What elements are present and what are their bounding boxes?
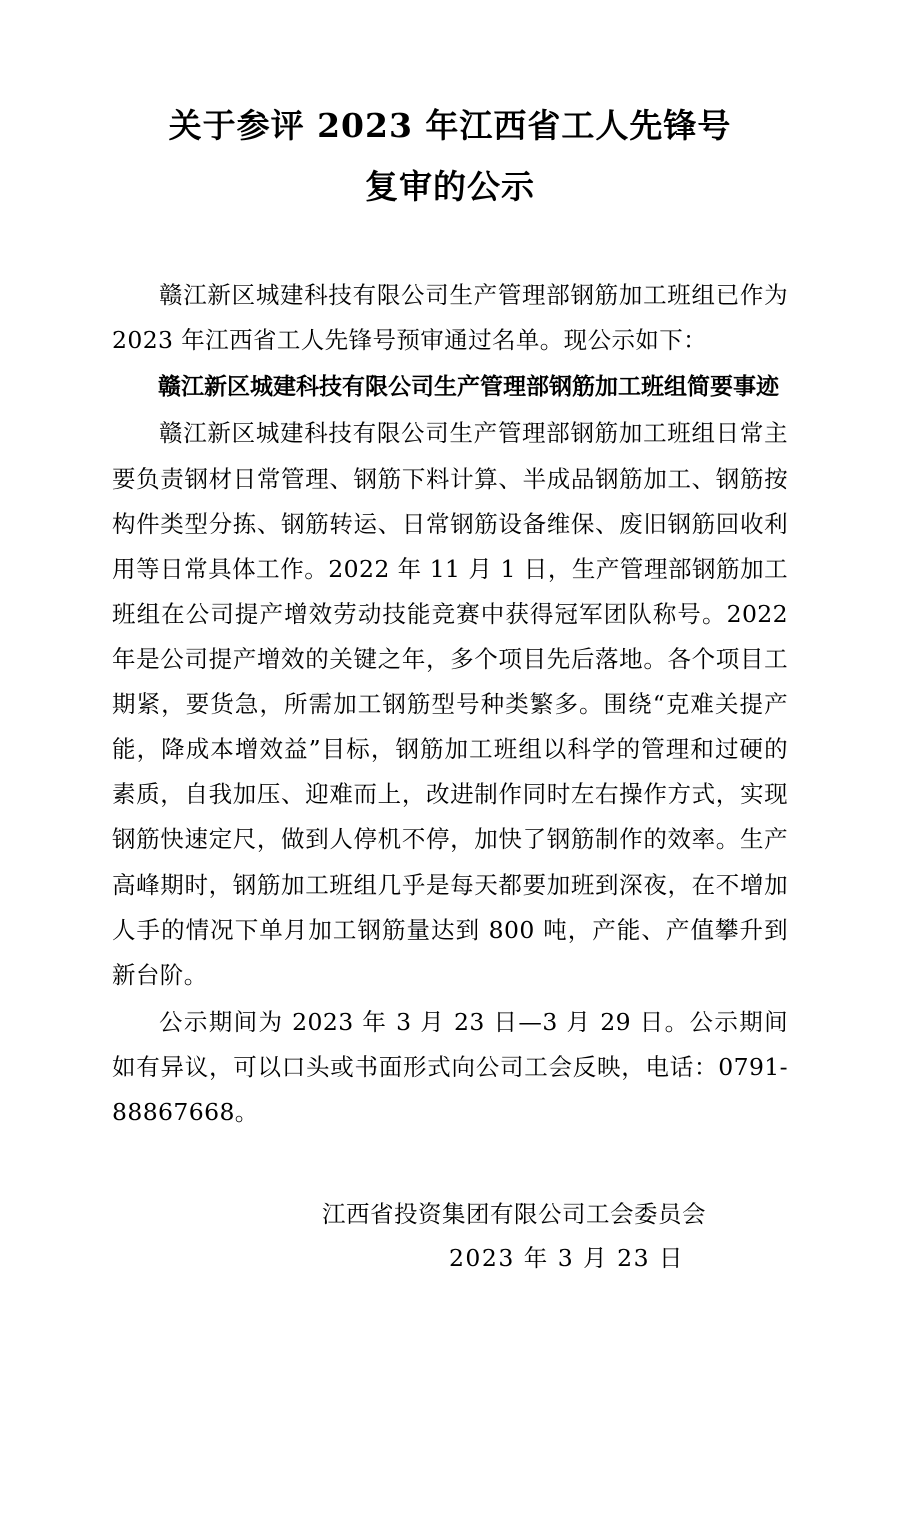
paragraph-body: 赣江新区城建科技有限公司生产管理部钢筋加工班组日常主要负责钢材日常管理、钢筋下料计算、半成品钢筋加工、钢筋按构件类型分拣、钢筋转运、日常钢筋设备维保、废旧钢筋回收利用等日常具体工作。2022 年 11 月 1 日，生产管理部钢筋加工班组在公司提产增效劳动技能竞赛中获得冠军团队称号。2022 年是公司提产增效的关键之年，多个项目先后落地。各个项目工期紧，要货急，所需加工钢筋型号种类繁多。围绕“克难关提产能，降成本增效益”目标，钢筋加工班组以科学的管理和过硬的素质，自我加压、迎难而上，改进制作同时左右操作方式，实现钢筋快速定尺，做到人停机不停，加快了钢筋制作的效率。生产高峰期时，钢筋加工班组几乎是每天都要加班到深夜，在不增加人手的情况下单月加工钢筋量达到 800 吨，产能、产值攀升到新台阶。 (112, 419, 788, 989)
title-spacer (112, 217, 788, 273)
page-title-line-2: 复审的公示 (365, 167, 535, 207)
paragraph-subheading: 赣江新区城建科技有限公司生产管理部钢筋加工班组简要事迹 (158, 374, 779, 401)
paragraph-notice-period: 公示期间为 2023 年 3 月 23 日—3 月 29 日。公示期间如有异议，可以口头或书面形式向公司工会反映，电话：0791-88867668。 (112, 1007, 788, 1127)
signature-date: 2023 年 3 月 23 日 (448, 1243, 684, 1272)
paragraph-intro: 赣江新区城建科技有限公司生产管理部钢筋加工班组已作为 2023 年江西省工人先锋号预审通过名单。现公示如下： (112, 281, 788, 355)
page-title-line-1: 关于参评 2023 年江西省工人先锋号 (168, 106, 732, 145)
signature-block (112, 1193, 788, 1280)
page-title (112, 95, 788, 217)
signature-organization: 江西省投资集团有限公司工会委员会 (322, 1200, 706, 1229)
